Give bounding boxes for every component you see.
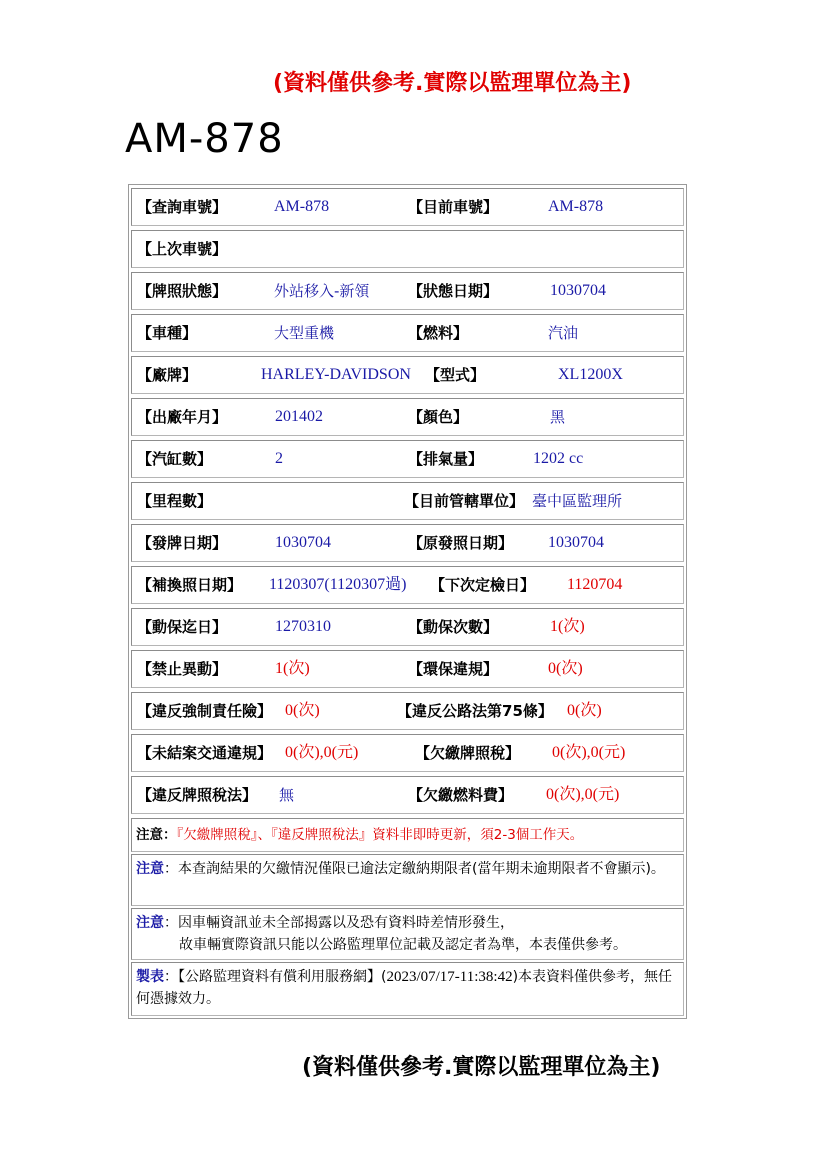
value-license-status: 外站移入-新領	[274, 282, 370, 300]
label-unpaid-fuel-fee: 【欠繳燃料費】	[408, 786, 514, 804]
value-fuel: 汽油	[548, 324, 579, 342]
label-cylinders: 【汽缸數】	[137, 450, 213, 468]
value-next-inspection: 1120704	[567, 576, 623, 593]
value-environmental-violations: 0(次)	[548, 660, 583, 677]
label-issue-date: 【發牌日期】	[137, 534, 228, 552]
value-lien-end-date: 1270310	[275, 618, 331, 635]
value-unresolved-traffic-violations: 0(次),0(元)	[285, 744, 359, 761]
label-displacement: 【排氣量】	[408, 450, 484, 468]
table-row	[131, 608, 684, 646]
notice-head: 注意：	[136, 827, 177, 843]
label-environmental-violations: 【環保違規】	[408, 660, 499, 678]
label-lien-end-date: 【動保迄日】	[137, 618, 228, 636]
label-transfer-ban: 【禁止異動】	[137, 660, 228, 678]
table-row	[131, 314, 684, 352]
label-lien-count: 【動保次數】	[408, 618, 499, 636]
label-model: 【型式】	[425, 366, 486, 384]
notice-line: 故車輛實際資訊只能以公路監理單位記載及認定者為準，本表僅供參考。	[179, 937, 627, 953]
value-displacement: 1202 cc	[533, 450, 584, 467]
value-current-plate: AM-878	[548, 198, 604, 215]
notice-update-delay	[131, 818, 684, 852]
notice-head: 注意	[136, 915, 164, 931]
label-manufacture-date: 【出廠年月】	[137, 408, 228, 426]
notice-body: )本表資料僅供參考，無任何憑據效力。	[136, 969, 673, 1007]
value-lien-count: 1(次)	[550, 618, 585, 635]
table-row	[131, 188, 684, 226]
notice-overdue-scope	[131, 854, 684, 906]
label-status-date: 【狀態日期】	[408, 282, 499, 300]
label-jurisdiction: 【目前管轄單位】	[404, 492, 525, 510]
label-next-inspection: 【下次定檢日】	[430, 576, 536, 594]
notice-body: ：本查詢結果的欠繳情況僅限已逾法定繳納期限者(當年期未逾期限者不會顯示)。	[164, 861, 665, 877]
value-reissue-date: 1120307(1120307過)	[269, 576, 407, 593]
value-model: XL1200X	[558, 366, 623, 383]
label-query-plate: 【查詢車號】	[137, 198, 228, 216]
table-row	[131, 230, 684, 268]
value-jurisdiction: 臺中區監理所	[532, 492, 623, 510]
table-row	[131, 734, 684, 772]
table-row	[131, 482, 684, 520]
report-source	[131, 962, 684, 1016]
value-highway-act-violation: 0(次)	[567, 702, 602, 719]
notice-head: 注意	[136, 861, 164, 877]
value-unpaid-license-tax: 0(次),0(元)	[552, 744, 626, 761]
value-manufacture-date: 201402	[275, 408, 323, 425]
table-row	[131, 776, 684, 814]
label-highway-act-violation: 【違反公路法第75條】	[397, 702, 553, 720]
value-query-plate: AM-878	[274, 198, 330, 215]
value-status-date: 1030704	[550, 282, 606, 299]
label-previous-plate: 【上次車號】	[137, 240, 228, 258]
disclaimer-bottom: (資料僅供參考.實際以監理單位為主)	[302, 1055, 661, 1080]
table-row	[131, 398, 684, 436]
table-row	[131, 692, 684, 730]
value-cylinders: 2	[275, 450, 283, 467]
label-original-issue-date: 【原發照日期】	[408, 534, 514, 552]
label-reissue-date: 【補換照日期】	[137, 576, 243, 594]
notice-data-disclaimer	[131, 908, 684, 960]
value-transfer-ban: 1(次)	[275, 660, 310, 677]
value-color: 黑	[550, 408, 566, 426]
label-license-tax-violation: 【違反牌照稅法】	[137, 786, 258, 804]
label-fuel: 【燃料】	[408, 324, 469, 342]
label-current-plate: 【目前車號】	[408, 198, 499, 216]
table-row	[131, 440, 684, 478]
value-vehicle-type: 大型重機	[274, 324, 335, 342]
label-unpaid-license-tax: 【欠繳牌照稅】	[415, 744, 521, 762]
notice-body: 『欠繳牌照稅』、『違反牌照稅法』資料非即時更新，須2-3個工作天。	[176, 827, 584, 843]
label-color: 【顏色】	[408, 408, 469, 426]
value-unpaid-fuel-fee: 0(次),0(元)	[546, 786, 620, 803]
table-row	[131, 566, 684, 604]
label-insurance-violation: 【違反強制責任險】	[137, 702, 273, 720]
label-vehicle-type: 【車種】	[137, 324, 198, 342]
table-row	[131, 356, 684, 394]
table-row	[131, 650, 684, 688]
label-brand: 【廠牌】	[137, 366, 198, 384]
value-insurance-violation: 0(次)	[285, 702, 320, 719]
report-timestamp: 2023/07/17-11:38:42	[386, 969, 513, 985]
label-unresolved-traffic-violations: 【未結案交通違規】	[137, 744, 273, 762]
value-issue-date: 1030704	[275, 534, 331, 551]
value-original-issue-date: 1030704	[548, 534, 604, 551]
table-row	[131, 272, 684, 310]
label-mileage: 【里程數】	[137, 492, 213, 510]
notice-head: 製表	[136, 969, 164, 985]
table-row	[131, 524, 684, 562]
disclaimer-top: (資料僅供參考.實際以監理單位為主)	[273, 71, 632, 96]
notice-line: ：因車輛資訊並未全部揭露以及恐有資料時差情形發生，	[164, 915, 514, 931]
plate-number-title: AM-878	[125, 116, 284, 162]
notice-body: ：【公路監理資料有償利用服務網】(	[164, 969, 387, 985]
label-license-status: 【牌照狀態】	[137, 282, 228, 300]
value-brand: HARLEY-DAVIDSON	[261, 366, 411, 383]
value-license-tax-violation: 無	[279, 786, 295, 804]
